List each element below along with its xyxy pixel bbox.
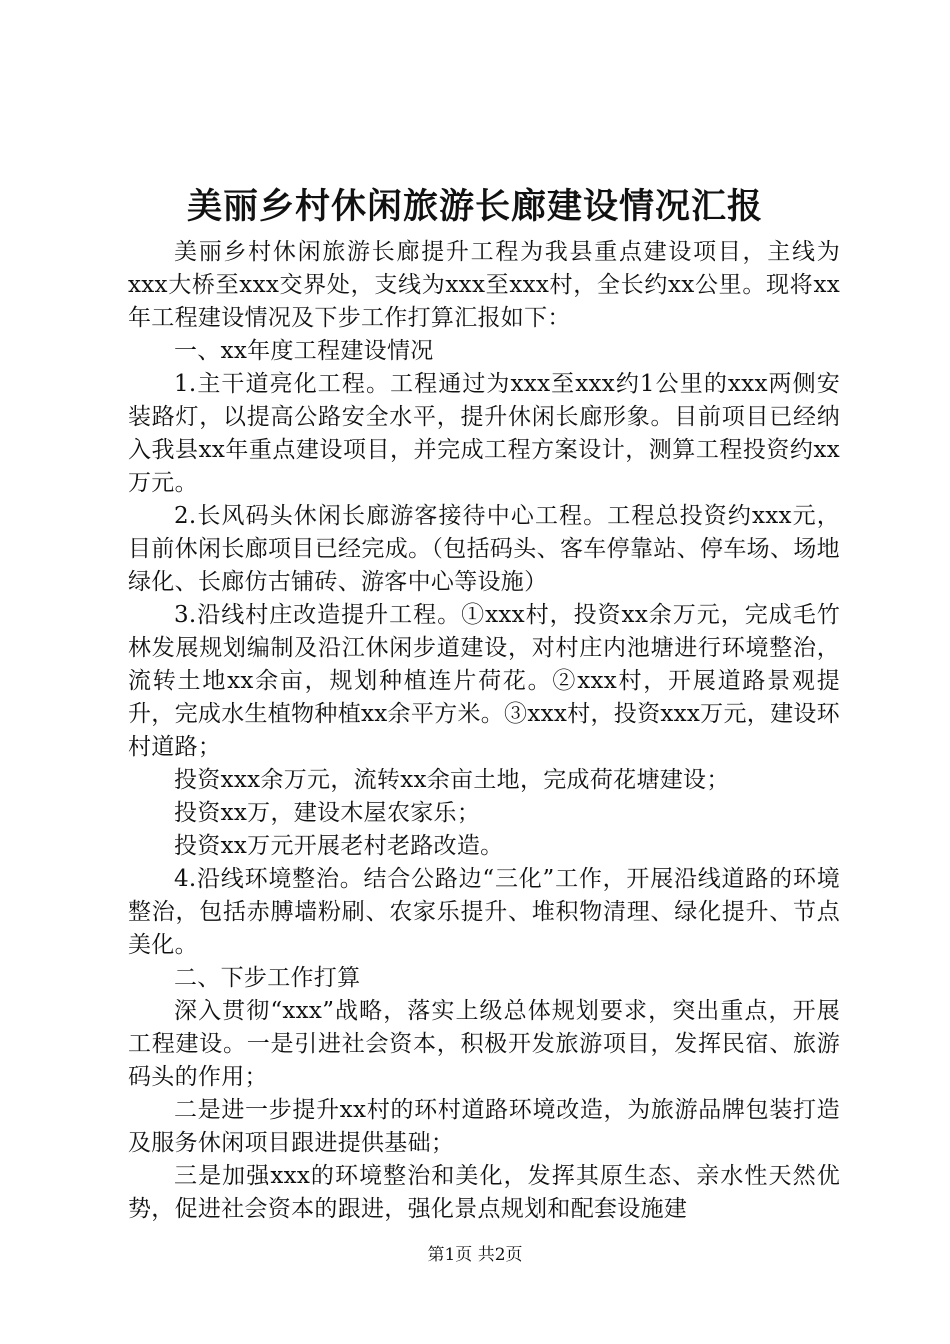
paragraph-intro: 美丽乡村休闲旅游长廊提升工程为我县重点建设项目，主线为xxx大桥至xxx交界处，支线为xxx至xxx村，全长约xx公里。现将xx年工程建设情况及下步工作打算汇报如下： [128, 239, 840, 331]
paragraph-plan-2: 二是进一步提升xx村的环村道路环境改造，为旅游品牌包装打造及服务休闲项目跟进提供基础； [128, 1097, 840, 1156]
section-heading-2: 二、下步工作打算 [174, 965, 361, 991]
page-footer: 第1页 共2页 [427, 1245, 523, 1265]
paragraph-investment-2: 投资xx万，建设木屋农家乐； [174, 800, 481, 826]
paragraph-investment-1: 投资xxx余万元，流转xx余亩土地，完成荷花塘建设； [174, 767, 730, 793]
paragraph-item-3: 3.沿线村庄改造提升工程。①xxx村，投资xx余万元，完成毛竹林发展规划编制及沿江休闲步道建设，对村庄内池塘进行环境整治，流转土地xx余亩，规划种植连片荷花。②xxx村，开展道路景观提升，完成水生植物种植xx余平方米。③xxx村，投资xxx万元，建设环村道路； [128, 602, 840, 760]
paragraph-plan-3: 三是加强xxx的环境整治和美化，发挥其原生态、亲水性天然优势，促进社会资本的跟进，强化景点规划和配套设施建 [128, 1163, 840, 1222]
paragraph-plan-1: 深入贯彻“xxx”战略，落实上级总体规划要求，突出重点，开展工程建设。一是引进社会资本，积极开发旅游项目，发挥民宿、旅游码头的作用； [128, 998, 840, 1090]
paragraph-item-1: 1.主干道亮化工程。工程通过为xxx至xxx约1公里的xxx两侧安装路灯，以提高公路安全水平，提升休闲长廊形象。目前项目已经纳入我县xx年重点建设项目，并完成工程方案设计，测算工程投资约xx万元。 [128, 371, 840, 496]
paragraph-item-2: 2.长风码头休闲长廊游客接待中心工程。工程总投资约xxx元，目前休闲长廊项目已经完成。（包括码头、客车停靠站、停车场、场地绿化、长廊仿古铺砖、游客中心等设施） [128, 503, 840, 595]
document-body [128, 236, 840, 1226]
section-heading-1: 一、xx年度工程建设情况 [174, 338, 434, 364]
paragraph-item-4: 4.沿线环境整治。结合公路边“三化”工作，开展沿线道路的环境整治，包括赤膊墙粉刷、农家乐提升、堆积物清理、绿化提升、节点美化。 [128, 866, 840, 958]
paragraph-investment-3: 投资xx万元开展老村老路改造。 [174, 833, 504, 859]
document-title: 美丽乡村休闲旅游长廊建设情况汇报 [186, 186, 763, 227]
